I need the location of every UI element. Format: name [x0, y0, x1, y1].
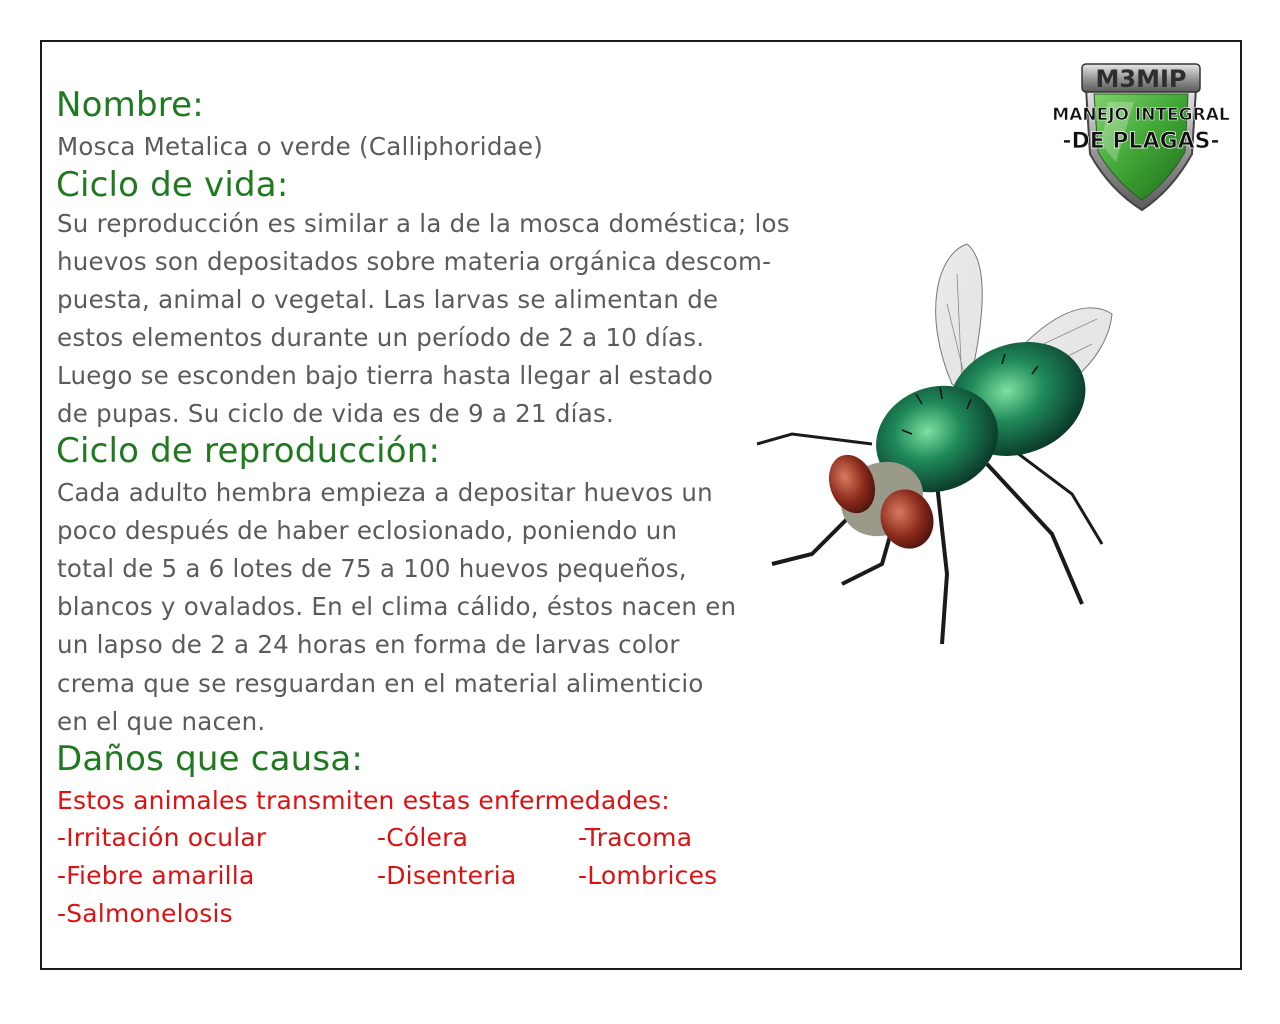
m3mip-logo — [1052, 62, 1230, 214]
ciclo-reproduccion-line: blancos y ovalados. En el clima cálido, éstos nacen en — [57, 592, 737, 621]
heading-nombre: Nombre: — [56, 85, 204, 125]
heading-ciclo-reproduccion: Ciclo de reproducción: — [56, 431, 441, 471]
ciclo-vida-line: Su reproducción es similar a la de la mosca doméstica; los — [57, 209, 790, 238]
diseases-intro: Estos animales transmiten estas enfermedades: — [57, 786, 670, 815]
ciclo-reproduccion-line: total de 5 a 6 lotes de 75 a 100 huevos pequeños, — [57, 554, 687, 583]
ciclo-reproduccion-line: poco después de haber eclosionado, poniendo un — [57, 516, 678, 545]
logo-brand: M3MIP — [1095, 65, 1187, 93]
species-name: Mosca Metalica o verde (Calliphoridae) — [57, 132, 544, 161]
ciclo-vida-line: Luego se esconden bajo tierra hasta llegar al estado — [57, 361, 714, 390]
ciclo-reproduccion-line: un lapso de 2 a 24 horas en forma de larvas color — [57, 630, 680, 659]
ciclo-vida-line: huevos son depositados sobre materia orgánica descom- — [57, 247, 772, 276]
disease-item: -Tracoma — [578, 823, 693, 852]
disease-item: -Fiebre amarilla — [57, 861, 255, 890]
heading-ciclo-vida: Ciclo de vida: — [56, 165, 289, 205]
disease-item: -Disenteria — [377, 861, 517, 890]
logo-line1: MANEJO INTEGRAL — [1052, 105, 1230, 125]
heading-danos: Daños que causa: — [56, 739, 364, 779]
ciclo-reproduccion-line: en el que nacen. — [57, 707, 266, 736]
ciclo-vida-line: de pupas. Su ciclo de vida es de 9 a 21 días. — [57, 399, 615, 428]
disease-item: -Salmonelosis — [57, 899, 233, 928]
ciclo-reproduccion-line: crema que se resguardan en el material alimenticio — [57, 669, 704, 698]
disease-item: -Cólera — [377, 823, 469, 852]
ciclo-vida-line: estos elementos durante un período de 2 a 10 días. — [57, 323, 705, 352]
ciclo-reproduccion-line: Cada adulto hembra empieza a depositar huevos un — [57, 478, 713, 507]
green-bottle-fly-illustration — [752, 234, 1152, 654]
disease-item: -Lombrices — [578, 861, 718, 890]
ciclo-vida-line: puesta, animal o vegetal. Las larvas se alimentan de — [57, 285, 719, 314]
logo-line2: -DE PLAGAS- — [1062, 129, 1220, 154]
disease-item: -Irritación ocular — [57, 823, 267, 852]
